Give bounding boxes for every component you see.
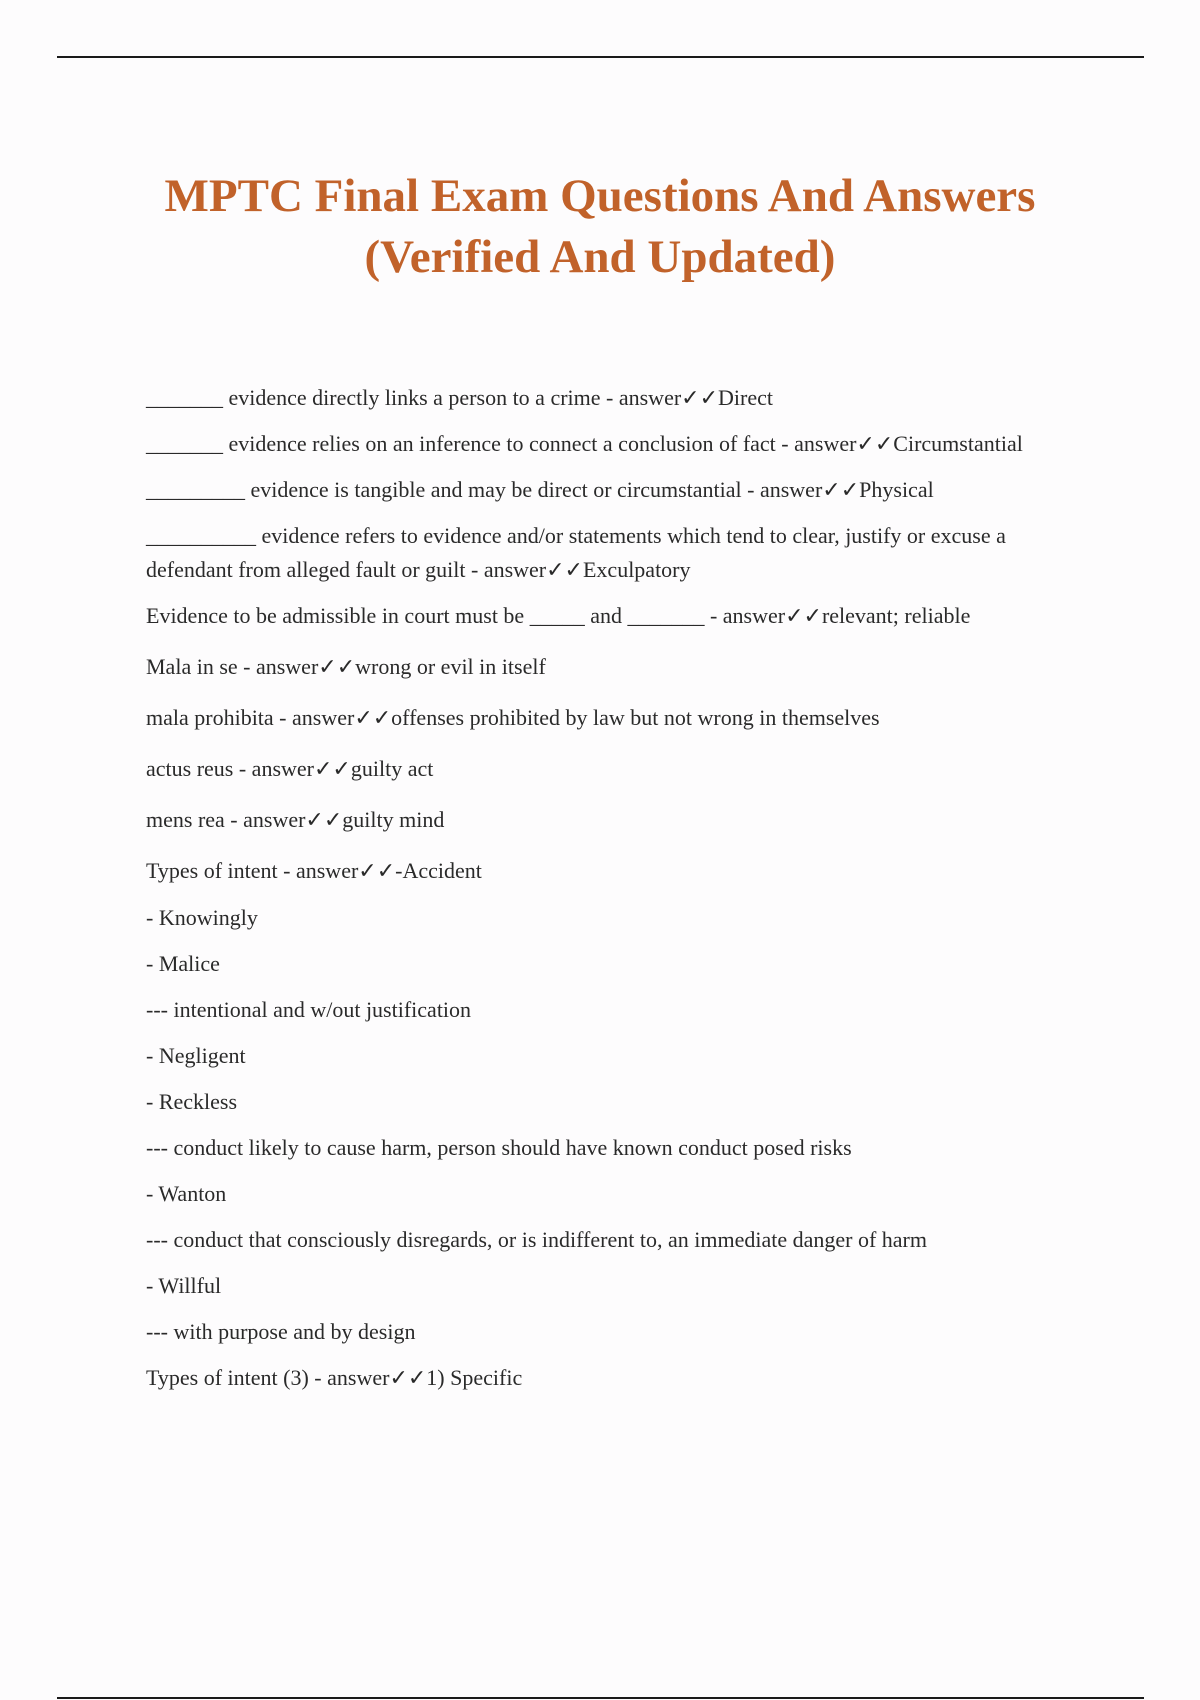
title-line-1: MPTC Final Exam Questions And Answers bbox=[164, 170, 1036, 222]
qa-item: Evidence to be admissible in court must be _____ and _______ - answer✓✓relevant; reliable bbox=[146, 603, 971, 628]
qa-item: mala prohibita - answer✓✓offenses prohibited by law but not wrong in themselves bbox=[146, 705, 880, 730]
qa-item: __________ evidence refers to evidence and/or statements which tend to clear, justify or excuse a defendant from alleged fault or guilt - answer✓✓Exculpatory bbox=[146, 523, 1006, 582]
qa-content bbox=[146, 381, 1091, 1395]
document-title bbox=[100, 166, 1100, 288]
qa-item: --- conduct that consciously disregards, or is indifferent to, an immediate danger of harm bbox=[146, 1227, 927, 1252]
qa-item: --- conduct likely to cause harm, person should have known conduct posed risks bbox=[146, 1135, 852, 1160]
title-line-2: (Verified And Updated) bbox=[364, 231, 836, 283]
qa-item: Types of intent - answer✓✓-Accident bbox=[146, 858, 482, 883]
qa-item: mens rea - answer✓✓guilty mind bbox=[146, 807, 445, 832]
qa-item: _______ evidence directly links a person to a crime - answer✓✓Direct bbox=[146, 385, 773, 410]
qa-item: Mala in se - answer✓✓wrong or evil in itself bbox=[146, 654, 546, 679]
qa-item: Types of intent (3) - answer✓✓1) Specific bbox=[146, 1365, 523, 1390]
qa-item: - Knowingly bbox=[146, 905, 258, 930]
qa-item: --- with purpose and by design bbox=[146, 1319, 416, 1344]
qa-item: actus reus - answer✓✓guilty act bbox=[146, 756, 434, 781]
qa-item: - Wanton bbox=[146, 1181, 227, 1206]
qa-item: - Malice bbox=[146, 951, 220, 976]
qa-item: - Willful bbox=[146, 1273, 222, 1298]
qa-item: _________ evidence is tangible and may be direct or circumstantial - answer✓✓Physical bbox=[146, 477, 934, 502]
qa-item: --- intentional and w/out justification bbox=[146, 997, 472, 1022]
qa-item: _______ evidence relies on an inference to connect a conclusion of fact - answer✓✓Circumstantial bbox=[146, 431, 1023, 456]
bottom-rule bbox=[57, 1697, 1144, 1699]
qa-item: - Reckless bbox=[146, 1089, 238, 1114]
top-rule bbox=[57, 56, 1144, 58]
qa-item: - Negligent bbox=[146, 1043, 246, 1068]
